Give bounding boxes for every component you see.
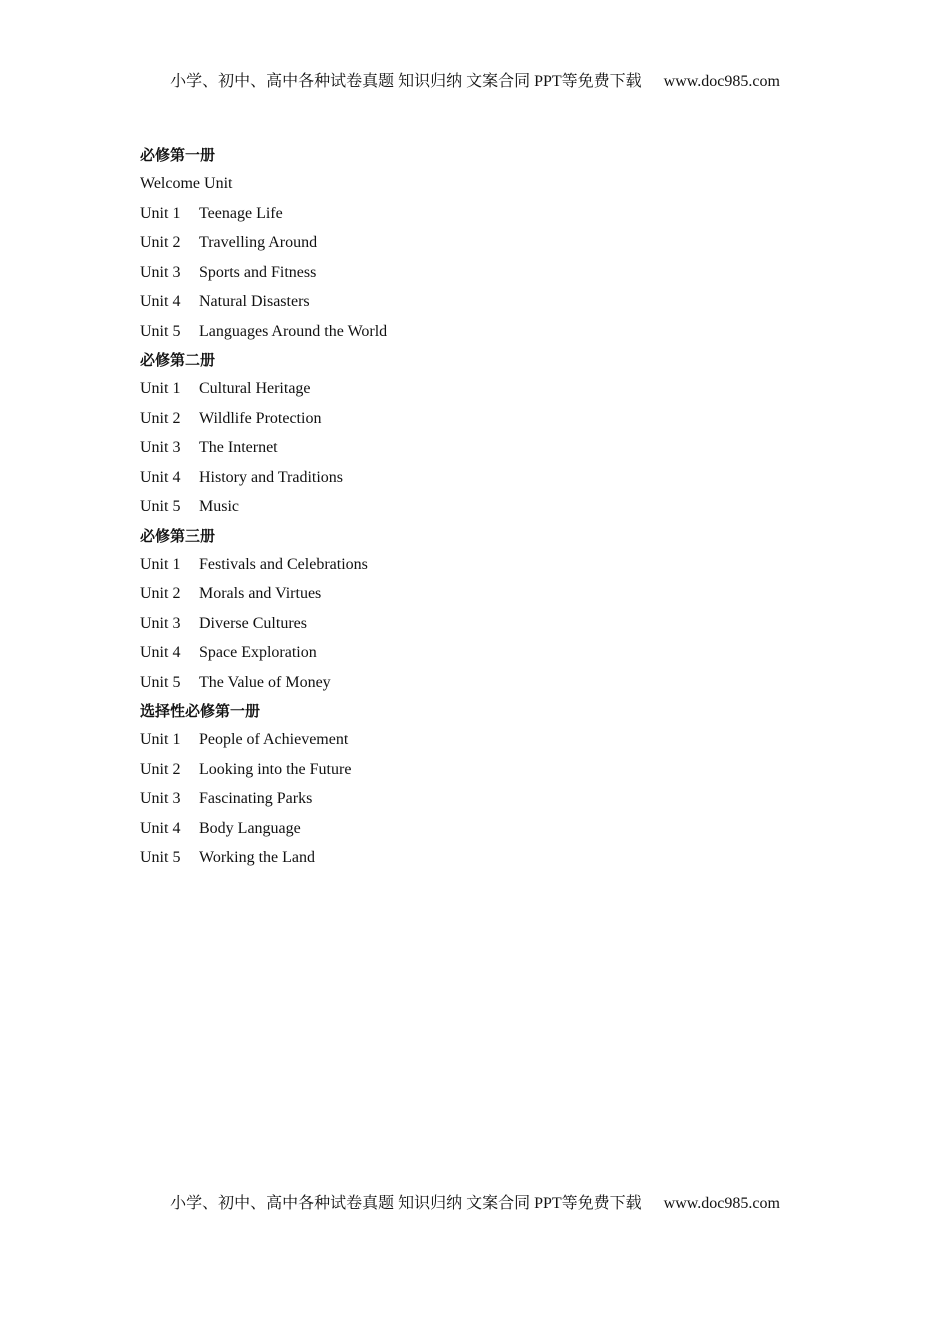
unit-number: Unit 1 xyxy=(140,204,181,222)
unit-number: Unit 4 xyxy=(140,293,181,310)
header-text: 小学、初中、高中各种试卷真题 知识归纳 文案合同 PPT等免费下载 xyxy=(170,73,642,90)
unit-number: Unit 2 xyxy=(140,585,181,602)
unit-title: Festivals and Celebrations xyxy=(199,555,368,573)
unit-number: Unit 4 xyxy=(140,644,181,661)
unit-title: Languages Around the World xyxy=(199,322,388,340)
footer-text: 小学、初中、高中各种试卷真题 知识归纳 文案合同 PPT等免费下载 xyxy=(170,1195,642,1212)
page-header xyxy=(0,68,950,91)
header-url[interactable]: www.doc985.com xyxy=(663,73,780,90)
unit-title: Body Language xyxy=(199,819,301,837)
unit-row xyxy=(140,433,840,463)
unit-row xyxy=(140,814,840,844)
unit-number: Unit 3 xyxy=(140,263,181,281)
unit-row xyxy=(140,668,840,698)
unit-number: Unit 4 xyxy=(140,468,181,486)
welcome-unit: Welcome Unit xyxy=(140,175,233,192)
unit-row xyxy=(140,492,840,522)
unit-title: Wildlife Protection xyxy=(199,409,322,427)
unit-row xyxy=(140,317,840,347)
unit-title: The Internet xyxy=(199,439,278,456)
unit-number: Unit 2 xyxy=(140,409,181,427)
unit-row xyxy=(140,579,840,609)
unit-title: History and Traditions xyxy=(199,468,344,486)
book-title: 选择性必修第一册 xyxy=(140,702,261,720)
unit-number: Unit 1 xyxy=(140,380,181,397)
unit-title: Fascinating Parks xyxy=(199,790,313,807)
unit-row xyxy=(140,784,840,814)
footer-url[interactable]: www.doc985.com xyxy=(663,1195,780,1212)
unit-title: Looking into the Future xyxy=(199,760,352,778)
book-title: 必修第三册 xyxy=(140,526,216,545)
unit-row xyxy=(140,463,840,493)
unit-number: Unit 3 xyxy=(140,614,181,632)
unit-row xyxy=(140,287,840,317)
unit-row xyxy=(140,609,840,639)
unit-title: Teenage Life xyxy=(199,204,283,222)
unit-number: Unit 5 xyxy=(140,498,181,515)
page-footer xyxy=(0,1190,950,1213)
unit-row xyxy=(140,404,840,434)
book-title: 必修第二册 xyxy=(140,351,216,369)
unit-title: Natural Disasters xyxy=(199,293,310,310)
book-section xyxy=(140,522,840,698)
unit-number: Unit 4 xyxy=(140,819,181,837)
unit-row xyxy=(140,755,840,785)
unit-row xyxy=(140,258,840,288)
book-section xyxy=(140,346,840,522)
unit-title: Cultural Heritage xyxy=(199,380,311,397)
unit-number: Unit 1 xyxy=(140,555,181,573)
unit-row xyxy=(140,228,840,258)
book-section xyxy=(140,697,840,873)
unit-title: Morals and Virtues xyxy=(199,585,322,602)
unit-number: Unit 5 xyxy=(140,849,181,866)
unit-row xyxy=(140,374,840,404)
unit-title: Sports and Fitness xyxy=(199,263,317,281)
unit-title: Diverse Cultures xyxy=(199,614,307,632)
unit-number: Unit 5 xyxy=(140,673,181,691)
unit-row xyxy=(140,638,840,668)
book-title: 必修第一册 xyxy=(140,146,216,164)
unit-number: Unit 3 xyxy=(140,439,181,456)
table-of-contents xyxy=(140,141,840,873)
unit-title: Travelling Around xyxy=(199,234,318,251)
unit-row xyxy=(140,550,840,580)
unit-title: The Value of Money xyxy=(199,673,331,691)
unit-title: Space Exploration xyxy=(199,644,317,661)
book-section xyxy=(140,141,840,346)
unit-number: Unit 3 xyxy=(140,790,181,807)
unit-number: Unit 2 xyxy=(140,234,181,251)
unit-row xyxy=(140,843,840,873)
unit-number: Unit 5 xyxy=(140,322,181,340)
unit-title: Working the Land xyxy=(199,849,316,866)
unit-row xyxy=(140,199,840,229)
unit-title: Music xyxy=(199,498,239,515)
unit-number: Unit 1 xyxy=(140,731,181,748)
unit-row xyxy=(140,725,840,755)
unit-title: People of Achievement xyxy=(199,731,349,748)
unit-number: Unit 2 xyxy=(140,760,181,778)
